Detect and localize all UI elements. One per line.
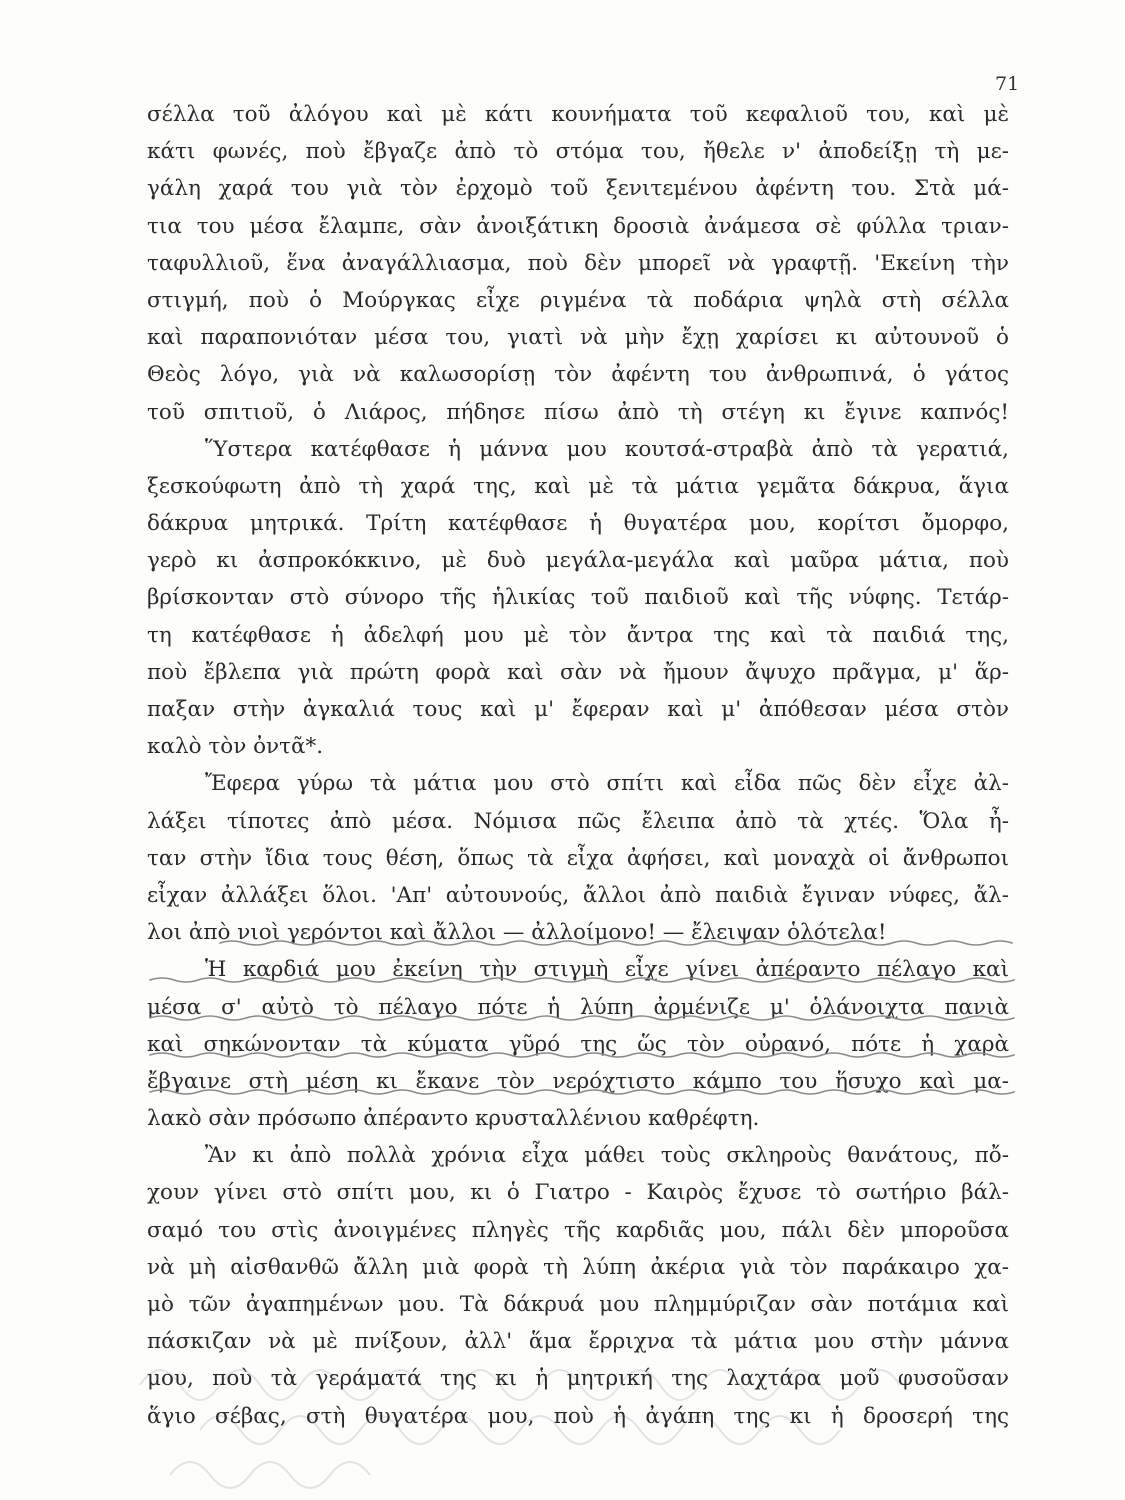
text-line: καλὸ τὸν ὀντᾶ*. (147, 734, 324, 760)
text-line: Ἔφερα γύρω τὰ μάτια μου στὸ σπίτι καὶ εἶδα πῶς δὲν εἶχε ἀλ- (205, 771, 1009, 797)
text-line: γάλη χαρά του γιὰ τὸν ἐρχομὸ τοῦ ξενιτεμένου ἀφέντη του. Στὰ μά- (147, 176, 1009, 202)
text-line: τια του μέσα ἔλαμπε, σὰν ἀνοιξάτικη δροσιὰ ἀνάμεσα σὲ φύλλα τριαν- (147, 213, 1009, 239)
text-line: λοι ἀπὸ νιοὶ γερόντοι καὶ ἄλλοι — ἀλλοίμονο! — ἔλειψαν ὁλότελα! (147, 920, 887, 946)
text-line: ἅγιο σέβας, στὴ θυγατέρα μου, ποὺ ἡ ἀγάπη της κι ἡ δροσερή της (147, 1403, 1009, 1429)
text-line: στιγμή, ποὺ ὁ Μούργκας εἶχε ριγμένα τὰ ποδάρια ψηλὰ στὴ σέλλα (147, 287, 1009, 313)
text-line: χουν γίνει στὸ σπίτι μου, κι ὁ Γιατρο - Καιρὸς ἔχυσε τὸ σωτήριο βάλ- (147, 1180, 1009, 1206)
text-line: εἶχαν ἀλλάξει ὅλοι. 'Απ' αὐτουνούς, ἄλλοι ἀπὸ παιδιὰ ἔγιναν νύφες, ἄλ- (147, 882, 1009, 908)
text-line: σαμό του στὶς ἀνοιγμένες πληγὲς τῆς καρδιᾶς μου, πάλι δὲν μποροῦσα (147, 1217, 1009, 1243)
pencil-underline (150, 1053, 1014, 1057)
text-line: καὶ παραπονιόταν μέσα του, γιατὶ νὰ μὴν ἔχῃ χαρίσει κι αὐτουνοῦ ὁ (147, 325, 1009, 351)
text-line: καὶ σηκώνονταν τὰ κύματα γῦρό της ὥς τὸν οὐρανό, πότε ἡ χαρὰ (147, 1031, 1009, 1057)
text-line: μέσα σ' αὐτὸ τὸ πέλαγο πότε ἡ λύπη ἀρμένιζε μ' ὁλάνοιχτα πανιὰ (147, 994, 1009, 1020)
text-line: τη κατέφθασε ἡ ἀδελφή μου μὲ τὸν ἄντρα της καὶ τὰ παιδιά της, (147, 622, 1009, 648)
text-line: μου, ποὺ τὰ γεράματά της κι ἡ μητρική της λαχτάρα μοῦ φυσοῦσαν (147, 1366, 1009, 1392)
text-line: γερὸ κι ἀσπροκόκκινο, μὲ δυὸ μεγάλα-μεγάλα καὶ μαῦρα μάτια, ποὺ (147, 548, 1009, 574)
text-line: τοῦ σπιτιοῦ, ὁ Λιάρος, πήδησε πίσω ἀπὸ τὴ στέγη κι ἔγινε καπνός! (147, 399, 1009, 425)
pencil-underline (150, 1090, 1014, 1094)
page-number: 71 (995, 73, 1020, 95)
text-line: ξεσκούφωτη ἀπὸ τὴ χαρά της, καὶ μὲ τὰ μάτια γεμᾶτα δάκρυα, ἅγια (147, 473, 1009, 499)
text-line: παξαν στὴν ἀγκαλιά τους καὶ μ' ἔφεραν καὶ μ' ἀπόθεσαν μέσα στὸν (147, 697, 1009, 722)
pencil-underline (150, 1016, 1014, 1020)
text-line: ταν στὴν ἴδια τους θέση, ὅπως τὰ εἶχα ἀφήσει, καὶ μοναχὰ οἱ ἄνθρωποι (147, 845, 1009, 871)
text-line: μὸ τῶν ἀγαπημένων μου. Τὰ δάκρυά μου πλημμύριζαν σὰν ποτάμια καὶ (147, 1292, 1009, 1317)
text-line: νὰ μὴ αἰσθανθῶ ἄλλη μιὰ φορὰ τὴ λύπη ἀκέρια γιὰ τὸν παράκαιρο χα- (147, 1254, 1009, 1280)
text-line: λακὸ σὰν πρόσωπο ἀπέραντο κρυσταλλένιου καθρέφτη. (147, 1106, 760, 1132)
pencil-underline (150, 978, 1014, 982)
text-line: ποὺ ἔβλεπα γιὰ πρώτη φορὰ καὶ σὰν νὰ ἤμουν ἄψυχο πρᾶγμα, μ' ἅρ- (147, 659, 1009, 685)
text-line: δάκρυα μητρικά. Τρίτη κατέφθασε ἡ θυγατέρα μου, κορίτσι ὄμορφο, (147, 511, 1009, 537)
text-line: λάξει τίποτες ἀπὸ μέσα. Νόμισα πῶς ἔλειπα ἀπὸ τὰ χτές. Ὅλα ἦ- (147, 808, 1009, 834)
text-line: πάσκιζαν νὰ μὲ πνίξουν, ἀλλ' ἅμα ἔρριχνα τὰ μάτια μου στὴν μάννα (147, 1329, 1009, 1355)
text-line: ἔβγαινε στὴ μέση κι ἔκανε τὸν νερόχτιστο κάμπο του ἥσυχο καὶ μα- (147, 1068, 1009, 1094)
pencil-underline (220, 941, 1012, 945)
text-line: κάτι φωνές, ποὺ ἔβγαζε ἀπὸ τὸ στόμα του, ἤθελε ν' ἀποδείξῃ τὴ με- (147, 139, 1009, 165)
text-line: ταφυλλιοῦ, ἕνα ἀναγάλλιασμα, ποὺ δὲν μπορεῖ νὰ γραφτῇ. 'Εκείνη τὴν (147, 250, 1009, 276)
text-line: Ἡ καρδιά μου ἐκείνη τὴν στιγμὴ εἶχε γίνει ἀπέραντο πέλαγο καὶ (205, 957, 1009, 983)
text-line: Θεὸς λόγο, γιὰ νὰ καλωσορίσῃ τὸν ἀφέντη του ἀνθρωπινά, ὁ γάτος (147, 362, 1009, 388)
text-line: σέλλα τοῦ ἀλόγου καὶ μὲ κάτι κουνήματα τοῦ κεφαλιοῦ του, καὶ μὲ (147, 102, 1009, 127)
text-line: βρίσκονταν στὸ σύνορο τῆς ἡλικίας τοῦ παιδιοῦ καὶ τῆς νύφης. Τετάρ- (147, 585, 1009, 611)
text-line: Ὕστερα κατέφθασε ἡ μάννα μου κουτσά-στραβὰ ἀπὸ τὰ γερατιά, (205, 436, 1009, 462)
text-line: Ἂν κι ἀπὸ πολλὰ χρόνια εἶχα μάθει τοὺς σκληροὺς θανάτους, πὄ- (205, 1143, 1009, 1169)
